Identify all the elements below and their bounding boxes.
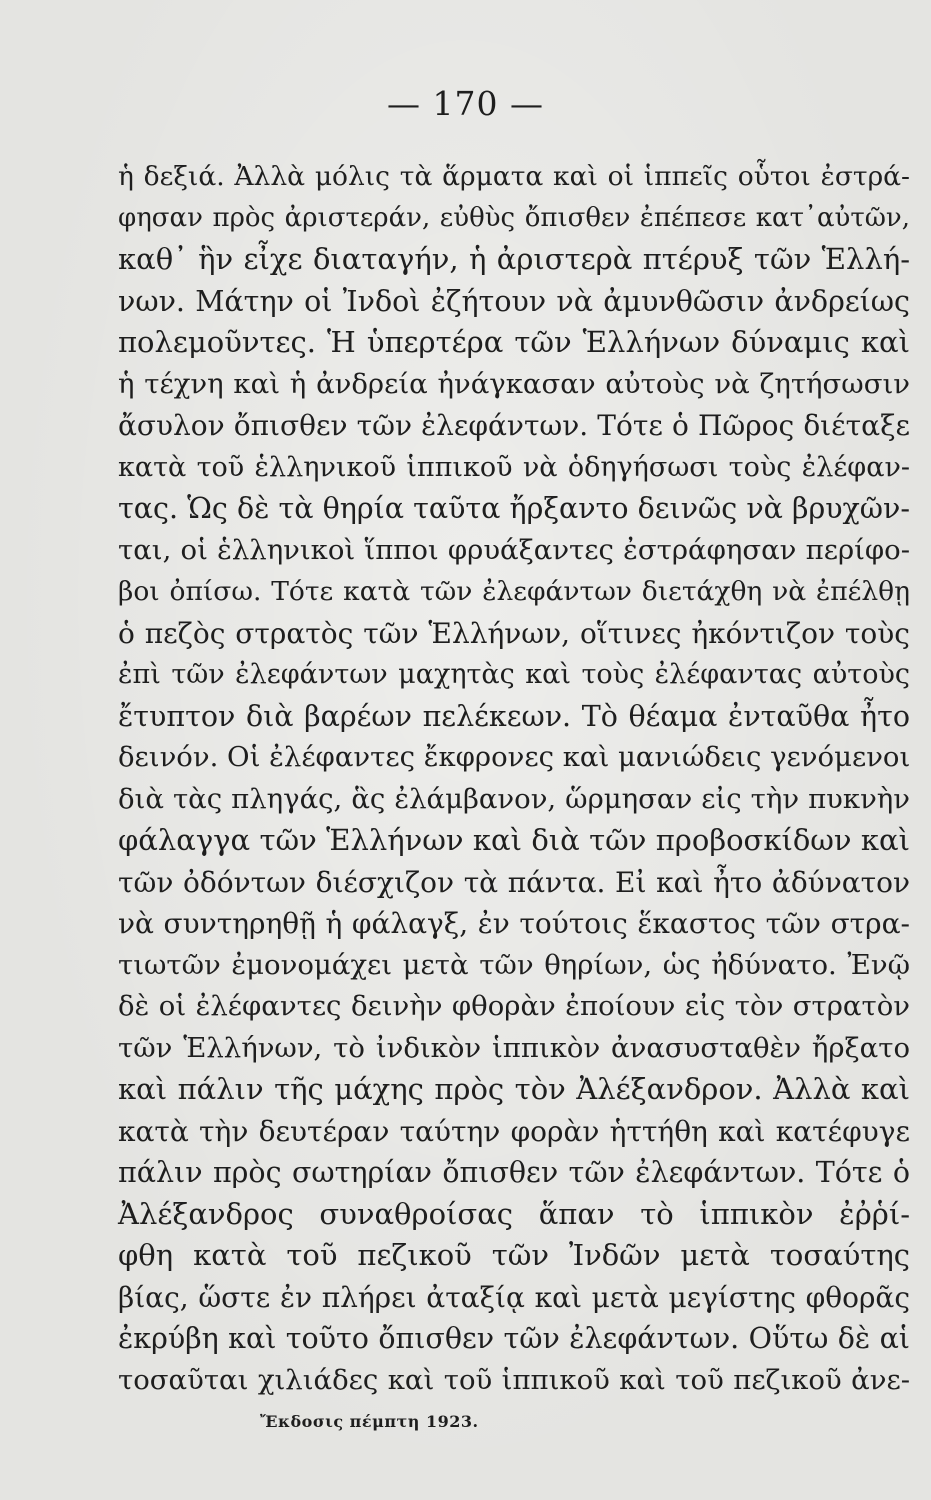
- text-line: κατὰ τὴν δευτέραν ταύτην φορὰν ἡττήθη καὶ κατέφυγε: [118, 1114, 910, 1148]
- text-line: ἡ δεξιά. Ἀλλὰ μόλις τὰ ἅρματα καὶ οἱ ἱππεῖς οὗτοι ἐστρά-: [118, 161, 910, 192]
- text-line: ἡ τέχνη καὶ ἡ ἀνδρεία ἠνάγκασαν αὐτοὺς νὰ ζητήσωσιν: [118, 367, 910, 400]
- text-line: τοσαῦται χιλιάδες καὶ τοῦ ἱππικοῦ καὶ τοῦ πεζικοῦ ἀνε-: [118, 1363, 910, 1396]
- text-line: βοι ὀπίσω. Τότε κατὰ τῶν ἐλεφάντων διετάχθη νὰ ἐπέλθῃ: [118, 576, 910, 607]
- text-line: τας. Ὡς δὲ τὰ θηρία ταῦτα ἤρξαντο δεινῶς νὰ βρυχῶν-: [118, 492, 910, 525]
- text-line: ἐκρύβη καὶ τοῦτο ὄπισθεν τῶν ἐλεφάντων. Οὕτω δὲ αἱ: [118, 1322, 910, 1355]
- text-line: ται, οἱ ἑλληνικοὶ ἵπποι φρυάξαντες ἐστράφησαν περίφο-: [118, 533, 910, 566]
- text-line: τιωτῶν ἐμονομάχει μετὰ τῶν θηρίων, ὡς ἠδύνατο. Ἐνῷ: [118, 948, 910, 981]
- text-line: βίας, ὥστε ἐν πλήρει ἀταξίᾳ καὶ μετὰ μεγίστης φθορᾶς: [118, 1280, 910, 1314]
- text-line: ἐπὶ τῶν ἐλεφάντων μαχητὰς καὶ τοὺς ἐλέφαντας αὐτοὺς: [118, 659, 910, 690]
- text-line: καὶ πάλιν τῆς μάχης πρὸς τὸν Ἀλέξανδρον. Ἀλλὰ καὶ: [118, 1072, 910, 1106]
- text-line: ἄσυλον ὄπισθεν τῶν ἐλεφάντων. Τότε ὁ Πῶρος διέταξε: [118, 409, 910, 442]
- text-line: διὰ τὰς πληγάς, ἃς ἐλάμβανον, ὥρμησαν εἰς τὴν πυκνὴν: [118, 782, 910, 815]
- text-line: καθ᾿ ἣν εἶχε διαταγήν, ἡ ἀριστερὰ πτέρυξ τῶν Ἑλλή-: [118, 242, 910, 276]
- text-line: δὲ οἱ ἐλέφαντες δεινὴν φθορὰν ἐποίουν εἰς τὸν στρατὸν: [118, 990, 910, 1022]
- text-line: τῶν Ἑλλήνων, τὸ ἰνδικὸν ἱππικὸν ἀνασυσταθὲν ἤρξατο: [118, 1031, 910, 1064]
- text-line: πάλιν πρὸς σωτηρίαν ὄπισθεν τῶν ἐλεφάντων. Τότε ὁ: [118, 1156, 910, 1189]
- body-text: [118, 156, 910, 1401]
- page-number: — 170 —: [387, 84, 544, 123]
- text-line: δεινόν. Οἱ ἐλέφαντες ἔκφρονες καὶ μανιώδεις γενόμενοι: [118, 741, 911, 773]
- text-line: φθη κατὰ τοῦ πεζικοῦ τῶν Ἰνδῶν μετὰ τοσαύτης: [118, 1238, 910, 1272]
- text-line: φησαν πρὸς ἀριστεράν, εὐθὺς ὄπισθεν ἐπέπεσε κατ᾿αὐτῶν,: [118, 202, 910, 233]
- text-line: τῶν ὀδόντων διέσχιζον τὰ πάντα. Εἰ καὶ ἦτο ἀδύνατον: [118, 865, 910, 899]
- text-line: πολεμοῦντες. Ἡ ὑπερτέρα τῶν Ἑλλήνων δύναμις καὶ: [118, 325, 910, 359]
- text-line: κατὰ τοῦ ἑλληνικοῦ ἱππικοῦ νὰ ὁδηγήσωσι τοὺς ἐλέφαν-: [118, 451, 910, 483]
- text-line: ὁ πεζὸς στρατὸς τῶν Ἑλλήνων, οἵτινες ἠκόντιζον τοὺς: [118, 616, 910, 650]
- text-line: φάλαγγα τῶν Ἑλλήνων καὶ διὰ τῶν προβοσκίδων καὶ: [118, 823, 910, 857]
- text-line: νὰ συντηρηθῇ ἡ φάλαγξ, ἐν τούτοις ἕκαστος τῶν στρα-: [118, 907, 910, 940]
- text-line: νων. Μάτην οἱ Ἰνδοὶ ἐζήτουν νὰ ἀμυνθῶσιν ἀνδρείως: [118, 284, 910, 318]
- text-line: ἔτυπτον διὰ βαρέων πελέκεων. Τὸ θέαμα ἐνταῦθα ἦτο: [118, 699, 910, 733]
- text-line: Ἀλέξανδρος συναθροίσας ἅπαν τὸ ἱππικὸν ἐῤῥί-: [118, 1196, 910, 1231]
- edition-footer: Ἔκδοσις πέμπτη 1923.: [260, 1412, 479, 1431]
